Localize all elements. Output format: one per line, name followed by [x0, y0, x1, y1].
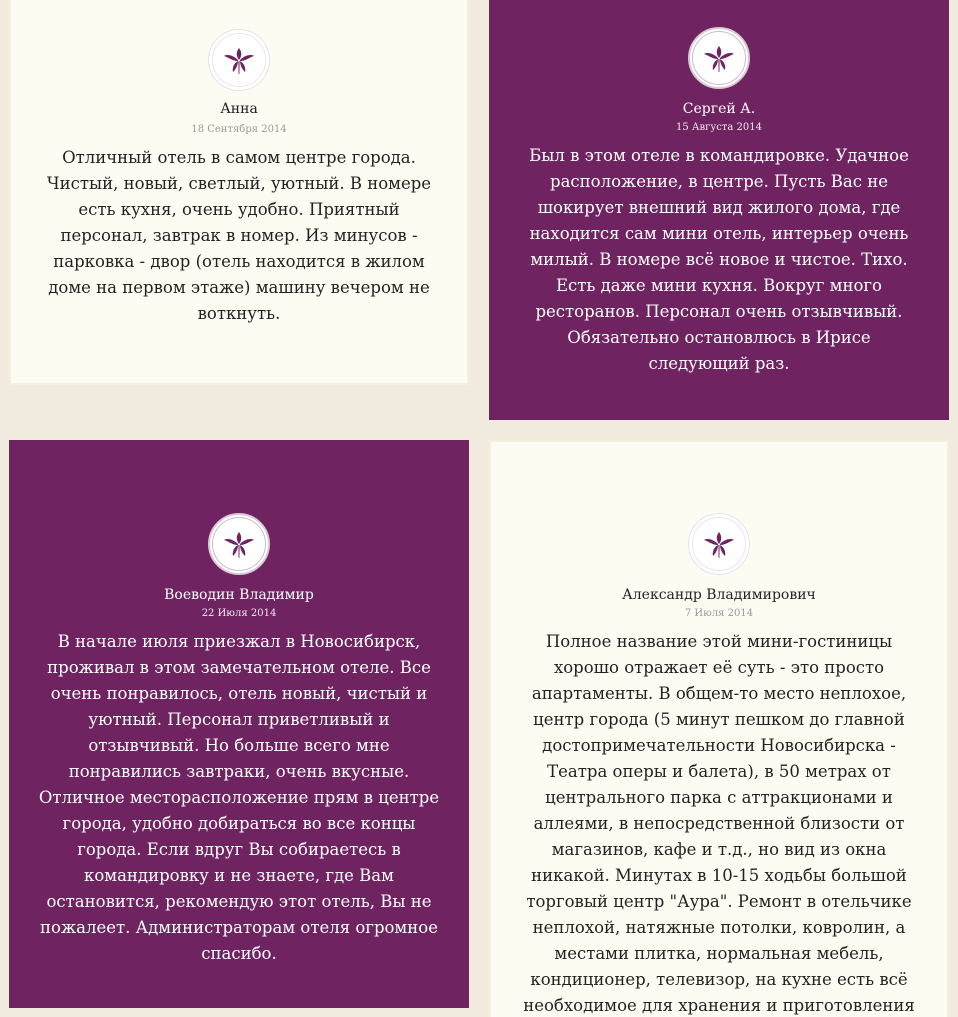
reviewer-name: Анна — [220, 101, 258, 117]
reviewer-avatar — [688, 513, 750, 575]
review-text: В начале июля приезжал в Новосибирск, проживал в этом замечательном отеле. Все очень понравилось, отель новый, чистый и уютный. Персонал приветливый и отзывчивый. Но больше всего мне понравились завтраки, очень вкусные. Отличное месторасположение прям в центре города, удобно добираться во все концы города. Если вдруг Вы собираетесь в командировку и не знаете, где Вам остановится, рекомендую этот отель, Вы не пожалеет. Администраторам отеля огромное спасибо. — [38, 632, 440, 963]
reviewer-avatar — [208, 513, 270, 575]
review-text: Полное название этой мини-гостиницы хорошо отражает её суть - это просто апартаменты. В общем-то место неплохое, центр города (5 минут пешком до главной достопримечательности Новосибирска - Театра оперы и балета), в 50 метрах от центрального парка с аттракционами и аллеями, в непосредственной близости от магазинов, кафе и т.д., но вид из окна никакой. Минутах в 10-15 ходьбы большой торговый центр "Аура". Ремонт в отельчике неплохой, натяжные потолки, ковролин, а местами плитка, нормальная мебель, кондиционер, телевизор, на кухне есть всё необходимое для хранения и приготовления — [523, 632, 915, 1015]
iris-flower-icon — [222, 45, 256, 75]
reviewer-name: Воеводин Владимир — [164, 587, 314, 603]
iris-flower-icon — [702, 529, 736, 559]
review-text: Отличный отель в самом центре города. Чистый, новый, светлый, уютный. В номере есть кухня, очень удобно. Приятный персонал, завтрак в номер. Из минусов - парковка - двор (отель находится в жилом доме на первом этаже) машину вечером не воткнуть. — [46, 148, 432, 323]
reviewer-name: Александр Владимирович — [622, 587, 816, 603]
review-date: 18 Сентября 2014 — [191, 124, 287, 135]
iris-flower-icon — [702, 43, 736, 73]
review-date: 7 Июля 2014 — [684, 608, 754, 619]
review-card — [489, 440, 949, 1017]
review-text: Был в этом отеле в командировке. Удачное расположение, в центре. Пусть Вас не шокирует внешний вид жилого дома, где находится сам мини отель, интерьер очень милый. В номере всё новое и чистое. Тихо. Есть даже мини кухня. Вокруг много ресторанов. Персонал очень отзывчивый. Обязательно остановлюсь в Ирисе следующий раз. — [529, 146, 909, 373]
reviewer-name: Сергей А. — [682, 101, 756, 117]
review-date: 22 Июля 2014 — [201, 608, 277, 619]
review-card — [9, 0, 469, 385]
review-date: 15 Августа 2014 — [676, 122, 762, 133]
review-card — [9, 440, 469, 1008]
iris-flower-icon — [222, 529, 256, 559]
review-card — [489, 0, 949, 420]
reviewer-avatar — [688, 27, 750, 89]
reviewer-avatar — [208, 29, 270, 91]
